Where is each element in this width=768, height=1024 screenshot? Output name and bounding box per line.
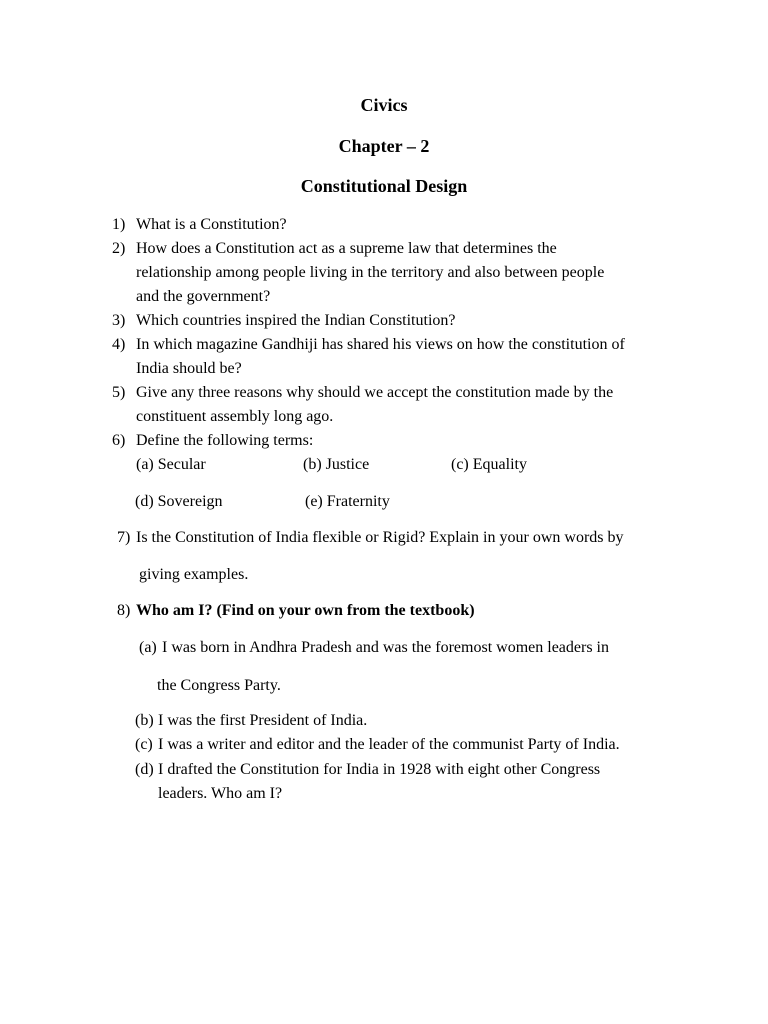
subject-title: Civics [360, 95, 408, 115]
question-number: 2) [112, 240, 126, 257]
question-number: 5) [112, 384, 126, 401]
sub-item-text: leaders. Who am I? [158, 785, 283, 802]
question-text: Which countries inspired the Indian Constitution? [136, 312, 456, 329]
question-text: What is a Constitution? [136, 216, 287, 233]
question-heading: Who am I? (Find on your own from the textbook) [136, 602, 475, 619]
term-justice: (b) Justice [303, 456, 370, 473]
question-number: 4) [112, 336, 126, 353]
sub-item-label: (b) [135, 712, 154, 729]
question-text: relationship among people living in the territory and also between people [136, 264, 605, 281]
question-number: 7) [117, 529, 131, 546]
sub-item-label: (c) [135, 736, 153, 753]
term-sovereign: (d) Sovereign [135, 493, 223, 510]
question-number: 3) [112, 312, 126, 329]
term-equality: (c) Equality [451, 456, 527, 473]
question-number: 8) [117, 602, 131, 619]
question-text: giving examples. [139, 566, 249, 583]
question-number: 6) [112, 432, 126, 449]
sub-item-label: (a) [139, 639, 157, 656]
question-text: Is the Constitution of India flexible or Rigid? Explain in your own words by [136, 529, 624, 546]
question-text: Define the following terms: [136, 432, 314, 449]
term-secular: (a) Secular [136, 456, 206, 473]
question-number: 1) [112, 216, 126, 233]
sub-item-text: the Congress Party. [157, 677, 281, 694]
question-text: India should be? [136, 360, 242, 377]
question-text: How does a Constitution act as a supreme law that determines the [136, 240, 557, 257]
question-text: In which magazine Gandhiji has shared his views on how the constitution of [136, 336, 625, 353]
term-fraternity: (e) Fraternity [305, 493, 390, 510]
chapter-title: Chapter – 2 [338, 136, 430, 156]
sub-item-text: I was a writer and editor and the leader of the communist Party of India. [158, 736, 620, 753]
question-text: and the government? [136, 288, 271, 305]
sub-item-label: (d) [135, 761, 154, 778]
sub-item-text: I was born in Andhra Pradesh and was the foremost women leaders in [162, 639, 609, 656]
sub-item-text: I was the first President of India. [158, 712, 368, 729]
question-text: Give any three reasons why should we accept the constitution made by the [136, 384, 614, 401]
page-title: Constitutional Design [300, 176, 468, 196]
question-text: constituent assembly long ago. [136, 408, 334, 425]
sub-item-text: I drafted the Constitution for India in 1928 with eight other Congress [158, 761, 601, 778]
